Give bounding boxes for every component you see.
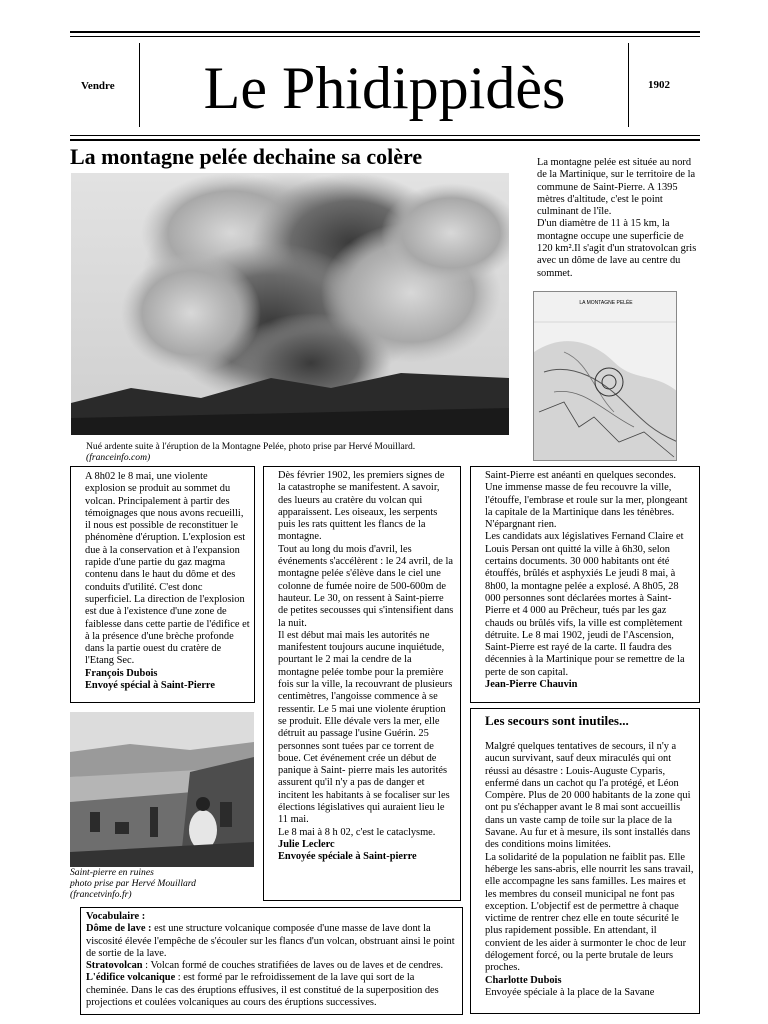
article2-author: Julie Leclerc	[278, 838, 335, 850]
masthead-title: Le Phidippidès	[203, 55, 566, 121]
vocab-def-edifice: : est formé par le refroidissement de la lave qui sort de la cheminée. Dans le cas des éruptions effusives, il est constitué de la superposition des projections et coulées volcaniques au cours des éruptions successives.	[86, 972, 439, 1009]
vocab-entry-dome	[86, 923, 458, 960]
masthead-divider-left	[139, 43, 140, 127]
top-rule-thin	[70, 36, 700, 37]
vocab-def-strato: : Volcan formé de couches stratifiées de laves ou de laves et de cendres.	[142, 960, 444, 972]
vocab-entry-edifice	[86, 972, 458, 1009]
map-title: LA MONTAGNE PELÉE	[579, 300, 633, 306]
mast-bottom-rule	[70, 135, 700, 136]
ruins-caption-3: (francetvinfo.fr)	[70, 889, 132, 900]
main-eruption-photo	[71, 173, 509, 435]
masthead-year: 1902	[648, 79, 670, 91]
volcano-map	[533, 291, 677, 461]
sidebar-intro	[537, 157, 699, 280]
article2-p3: Il est début mai mais les autorités ne manifestent toujours aucune inquiétude, pourtant le 2 mai la cendre de la montagne pelée tombe pour la première fois sur la ville, la recouvrant de plusieurs centimètres, l'angoisse commence à se ressentir. Le 5 mai une violente éruption se produit. Elle dévale vers la mer, elle détruit au passage l'usine Guérin. 25 personnes sont tuées par ce torrent de boue. Cet événement crée un début de panique à Saint- pierre mais les autorités assurent qu'il n'y a pas de danger et incitent les habitants à se focaliser sur les élections législatives qui auraient lieu le 11 mai.	[278, 629, 453, 826]
article4-p2: La solidarité de la population ne faiblit pas. Elle héberge les sans-abris, elle nourrit les sans travail, elle accompagne les sans familles. Les maires et les membres du conseil municipal ne font pas exception. L'objectif est de permettre à chaque victime de rentrer chez elle en toute sécurité le plus rapidement possible. En attendant, il convient de les aider à surmonter le choc de leur délogement forcé, ou la perte brutale de leurs proches.	[485, 851, 694, 974]
map-image	[534, 292, 677, 461]
article2-p4: Le 8 mai à 8 h 02, c'est le cataclysme.	[278, 826, 436, 838]
vocab-term-dome: Dôme de lave :	[86, 923, 152, 935]
vocab-term-strato: Stratovolcan	[86, 960, 143, 972]
vocab-entry-strato	[86, 960, 458, 972]
article-destruction	[470, 466, 700, 703]
article3-p1: Saint-Pierre est anéanti en quelques secondes. Une immense masse de feu recouvre la ville, l'étouffe, l'embrase et roule sur la mer, plongeant la capitale de la Martinique dans les ténèbres. N'épargnant rien.	[485, 470, 688, 531]
main-photo-caption-text: Nué ardente suite à l'éruption de la Montagne Pelée, photo prise par Hervé Mouillard.	[86, 441, 416, 452]
vocab-title: Vocabulaire :	[86, 911, 146, 922]
masthead-divider-right	[628, 43, 629, 127]
headline: La montagne pelée dechaine sa colère	[70, 144, 423, 169]
article1-body: A 8h02 le 8 mai, une violente explosion se produit au sommet du volcan. Principalement à partir des témoignages que nous avons recueilli, il nous est possible de reconstituer le phénomène d'éruption. L'explosion est due à la conservation et à l'expansion rapide d'une partie du gaz magma contenu dans le haut du dôme et des conduits d'utilité. C'est donc superficiel. La direction de l'explosion est due à l'existence d'une zone de faiblesse dans cette partie de l'édifice et à la présence d'une brèche profonde dans la partie ouest du cratère de l'Etang Sec.	[85, 471, 250, 667]
main-photo-caption-source: (franceinfo.com)	[86, 452, 151, 463]
ruins-photo	[70, 712, 254, 867]
article4-role: Envoyée spéciale à la place de la Savane	[485, 986, 655, 998]
vocabulary-box	[80, 907, 463, 1015]
ruins-caption-1: Saint-pierre en ruines	[70, 867, 154, 878]
article4-p1: Malgré quelques tentatives de secours, il n'y a aucun survivant, sauf deux miraculés qui ont réussi au désastre : Louis-Auguste Cyparis, enfermé dans un cachot qu l'a protégé, et Léon Compère. Plus de 20 000 habitants de la zone qui ont pu s'échapper avant le 8 mai sont accueillis dans un vaste camp de toile sur la place de la Savane. Au fur et à mesure, ils sont installés dans des conditions moins limitées.	[485, 741, 691, 851]
article2-role: Envoyée spéciale à Saint-pierre	[278, 851, 417, 863]
article-explosion	[70, 466, 255, 703]
article-rescue	[470, 708, 700, 1014]
vocab-def-dome: est une structure volcanique composée d'une masse de lave dont la viscosité élevée l'empêche de s'écouler sur les flancs d'un volcan, obstruant ainsi le point de sortie de la lave.	[86, 923, 455, 959]
article3-p2: Les candidats aux législatives Fernand Claire et Louis Persan ont quitté la ville à 6h30, selon certains documents. 30 000 habitants ont été étouffés, brûlés et asphyxiés Le jeudi 8 mai, à 8h00, la montagne pelée a explosé. A 8h05, 28 000 personnes sont déclarées mortes à Saint-Pierre et 4 000 au Prêcheur, tués par les gaz chauds ou brûlés vifs, la ville est complètement détruite. Le 8 mai 1902, jeudi de l'Ascension, Saint-Pierre est rayé de la carte. Il faudra des décennies à la Martinique pour se remettre de la perte de son capital.	[485, 531, 685, 678]
vocab-term-edifice: L'édifice volcanique	[86, 972, 176, 984]
article1-author: François Dubois	[85, 667, 158, 679]
masthead-day: Vendre	[81, 80, 115, 92]
top-rule	[70, 31, 700, 33]
article4-author: Charlotte Dubois	[485, 974, 562, 986]
article4-title: Les secours sont inutiles...	[485, 713, 629, 728]
article3-author: Jean-Pierre Chauvin	[485, 679, 578, 691]
ruins-image	[70, 712, 254, 867]
article-chronology	[263, 466, 461, 901]
article2-p2: Tout au long du mois d'avril, les événements s'accélèrent : le 24 avril, de la montagne pelée s'élève dans le ciel une colonne de fumée noire de 500-600m de hauteur. Le 30, on ressent à Saint-pierre de petites secousses qui s'intensifient dans la nuit.	[278, 543, 454, 629]
sidebar-intro-p2: D'un diamètre de 11 à 15 km, la montagne occupe une superficie de 120 km².Il s'agit d'un stratovolcan gris avec un dôme de lave au centre du sommet.	[537, 218, 697, 279]
ruins-caption-2: photo prise par Hervé Mouillard	[70, 878, 196, 889]
ruins-caption	[70, 867, 270, 900]
sidebar-intro-p1: La montagne pelée est située au nord de la Martinique, sur le territoire de la commune de Saint-Pierre. A 1395 mètres d'altitude, c'est le point culminant de l'île.	[537, 157, 696, 218]
eruption-image	[71, 173, 509, 435]
main-photo-caption	[86, 441, 516, 463]
article2-p1: Dès février 1902, les premiers signes de la catastrophe se manifestent. A savoir, des lueurs au cratère du volcan qui apparaissent. Les oiseaux, les serpents puis les rats quittent les flancs de la montagne.	[278, 470, 445, 543]
mast-bottom-rule-thick	[70, 139, 700, 141]
article1-role: Envoyé spécial à Saint-Pierre	[85, 680, 215, 692]
